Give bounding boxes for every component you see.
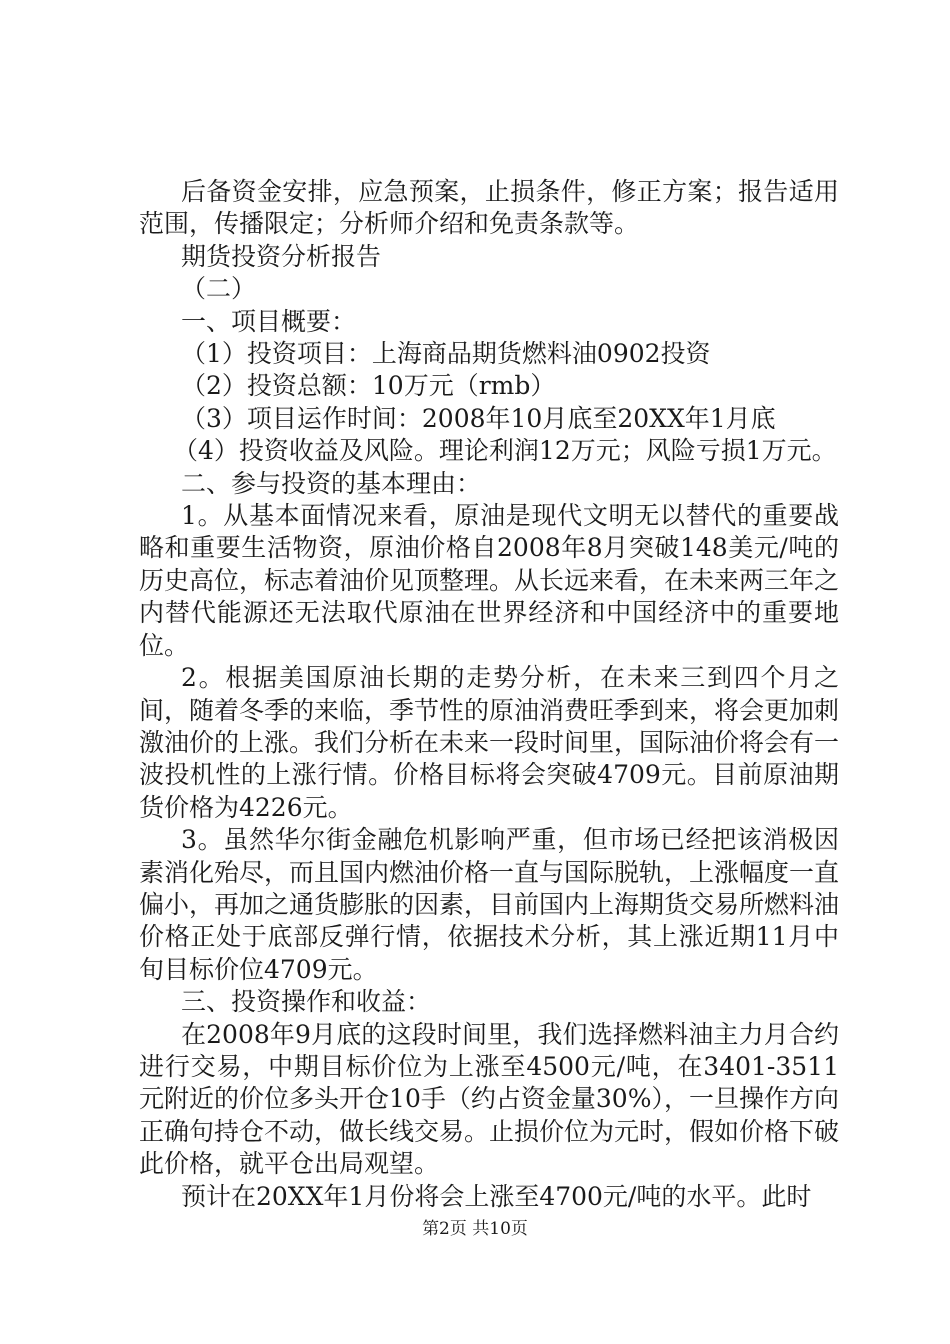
list-item-investment-amount: （2）投资总额：10万元（rmb） [181,371,556,401]
paragraph-reason-3: 3。虽然华尔街金融危机影响严重，但市场已经把该消极因素消化殆尽，而且国内燃油价格一直与国际脱轨，上涨幅度一直偏小，再加之通货膨胀的因素，目前国内上海期货交易所燃料油价格正处于底部反弹行情，依据技术分析，其上涨近期11月中旬目标价位4709元。 [139,825,840,984]
section-heading-project-summary: 一、项目概要： [181,306,357,336]
paragraph-reason-2: 2。根据美国原油长期的走势分析，在未来三到四个月之间，随着冬季的来临，季节性的原油消费旺季到来，将会更加刺激油价的上涨。我们分析在未来一段时间里，国际油价将会有一波投机性的上涨行情。价格目标将会突破4709元。目前原油期货价格为4226元。 [139,663,840,822]
list-item-operation-period: （3）项目运作时间：2008年10月底至20XX年1月底 [181,403,776,433]
list-item-investment-project: （1）投资项目：上海商品期货燃料油0902投资 [181,339,711,369]
list-item-returns-risk: （4）投资收益及风险。理论利润12万元；风险亏损1万元。 [173,436,837,466]
paragraph-operations: 在2008年9月底的这段时间里，我们选择燃料油主力月合约进行交易，中期目标价位为上涨至4500元/吨，在3401-3511元附近的价位多头开仓10手（约占资金量30%），一旦操作方向正确句持仓不动，做长线交易。止损价位为元时，假如价格下破此价格，就平仓出局观望。 [139,1019,840,1179]
page-number-footer: 第2页 共10页 [422,1219,528,1239]
section-heading-basic-reasons: 二、参与投资的基本理由： [181,468,482,498]
report-subtitle-number: （二） [181,274,257,304]
section-heading-operations-returns: 三、投资操作和收益： [181,987,432,1017]
paragraph-reason-1: 1。从基本面情况来看，原油是现代文明无以替代的重要战略和重要生活物资，原油价格自2008年8月突破148美元/吨的历史高位，标志着油价见顶整理。从长远来看，在未来两三年之内替代能源还无法取代原油在世界经济和中国经济中的重要地位。 [139,501,840,660]
report-title: 期货投资分析报告 [181,241,382,271]
paragraph-forecast: 预计在20XX年1月份将会上涨至4700元/吨的水平。此时 [181,1181,812,1211]
paragraph-fund-arrangement: 后备资金安排，应急预案，止损条件，修正方案；报告适用范围，传播限定；分析师介绍和免责条款等。 [139,177,839,239]
document-body [139,176,839,1213]
